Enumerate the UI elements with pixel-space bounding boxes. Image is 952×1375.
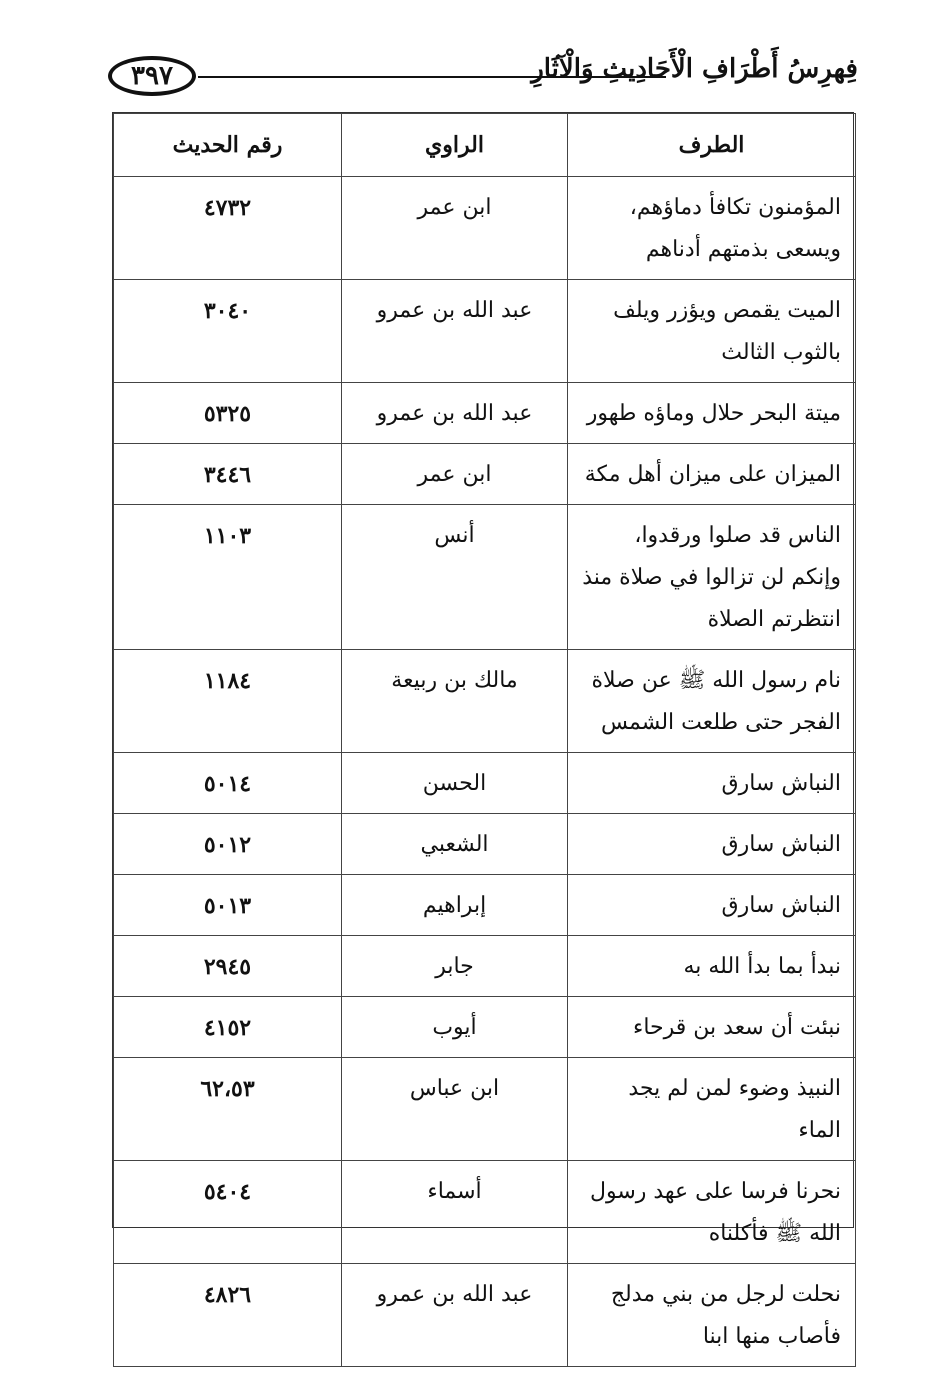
index-table-grid bbox=[113, 113, 856, 1367]
page-number: ٣٩٧ bbox=[108, 56, 196, 96]
index-table bbox=[112, 112, 854, 1349]
table-row bbox=[114, 177, 856, 280]
cell-tarf: الميت يقمص ويؤزر ويلف بالثوب الثالث bbox=[568, 280, 856, 383]
table-row bbox=[114, 280, 856, 383]
cell-tarf: المؤمنون تكافأ دماؤهم، ويسعى بذمتهم أدناهم bbox=[568, 177, 856, 280]
table-row bbox=[114, 753, 856, 814]
cell-rawi: عبد الله بن عمرو bbox=[342, 383, 568, 444]
cell-tarf: ميتة البحر حلال وماؤه طهور bbox=[568, 383, 856, 444]
cell-number: ٢٩٤٥ bbox=[114, 936, 342, 997]
table-row bbox=[114, 444, 856, 505]
cell-tarf: نحلت لرجل من بني مدلج فأصاب منها ابنا bbox=[568, 1264, 856, 1367]
cell-rawi: أسماء bbox=[342, 1161, 568, 1264]
cell-number: ٥٤٠٤ bbox=[114, 1161, 342, 1264]
table-row bbox=[114, 505, 856, 650]
cell-tarf: النباش سارق bbox=[568, 814, 856, 875]
cell-rawi: جابر bbox=[342, 936, 568, 997]
cell-number: ٥٠١٣ bbox=[114, 875, 342, 936]
table-row bbox=[114, 814, 856, 875]
cell-number: ١١٠٣ bbox=[114, 505, 342, 650]
cell-tarf: الميزان على ميزان أهل مكة bbox=[568, 444, 856, 505]
cell-rawi: ابن عباس bbox=[342, 1058, 568, 1161]
cell-rawi: مالك بن ربيعة bbox=[342, 650, 568, 753]
cell-number: ٦٢،٥٣ bbox=[114, 1058, 342, 1161]
table-row bbox=[114, 383, 856, 444]
cell-tarf: النباش سارق bbox=[568, 875, 856, 936]
cell-rawi: الشعبي bbox=[342, 814, 568, 875]
cell-number: ٥٠١٤ bbox=[114, 753, 342, 814]
cell-number: ٥٠١٢ bbox=[114, 814, 342, 875]
cell-tarf: النبيذ وضوء لمن لم يجد الماء bbox=[568, 1058, 856, 1161]
cell-number: ٥٣٢٥ bbox=[114, 383, 342, 444]
cell-rawi: ابن عمر bbox=[342, 177, 568, 280]
table-row bbox=[114, 875, 856, 936]
column-header-rawi: الراوي bbox=[342, 114, 568, 177]
cell-number: ٣٠٤٠ bbox=[114, 280, 342, 383]
table-row bbox=[114, 1058, 856, 1161]
cell-rawi: عبد الله بن عمرو bbox=[342, 1264, 568, 1367]
table-row bbox=[114, 936, 856, 997]
table-header-row bbox=[114, 114, 856, 177]
cell-rawi: الحسن bbox=[342, 753, 568, 814]
cell-tarf: نبدأ بما بدأ الله به bbox=[568, 936, 856, 997]
page-header bbox=[108, 52, 858, 104]
cell-number: ٣٤٤٦ bbox=[114, 444, 342, 505]
table-row bbox=[114, 997, 856, 1058]
table-row bbox=[114, 1161, 856, 1264]
cell-rawi: أيوب bbox=[342, 997, 568, 1058]
cell-number: ٤١٥٢ bbox=[114, 997, 342, 1058]
cell-tarf: الناس قد صلوا ورقدوا، وإنكم لن تزالوا في صلاة منذ انتظرتم الصلاة bbox=[568, 505, 856, 650]
cell-tarf: نام رسول الله ﷺ عن صلاة الفجر حتى طلعت الشمس bbox=[568, 650, 856, 753]
cell-tarf: النباش سارق bbox=[568, 753, 856, 814]
cell-tarf: نبئت أن سعد بن قرحاء bbox=[568, 997, 856, 1058]
cell-number: ١١٨٤ bbox=[114, 650, 342, 753]
column-header-number: رقم الحديث bbox=[114, 114, 342, 177]
cell-rawi: أنس bbox=[342, 505, 568, 650]
column-header-tarf: الطرف bbox=[568, 114, 856, 177]
cell-tarf: نحرنا فرسا على عهد رسول الله ﷺ فأكلناه bbox=[568, 1161, 856, 1264]
cell-number: ٤٧٣٢ bbox=[114, 177, 342, 280]
table-row bbox=[114, 1264, 856, 1367]
cell-rawi: عبد الله بن عمرو bbox=[342, 280, 568, 383]
cell-number: ٤٨٢٦ bbox=[114, 1264, 342, 1367]
page-title: فِهرِسُ أَطْرَافِ الْأَحَادِيثِ وَالْآثَارِ bbox=[531, 54, 858, 84]
cell-rawi: إبراهيم bbox=[342, 875, 568, 936]
cell-rawi: ابن عمر bbox=[342, 444, 568, 505]
table-row bbox=[114, 650, 856, 753]
